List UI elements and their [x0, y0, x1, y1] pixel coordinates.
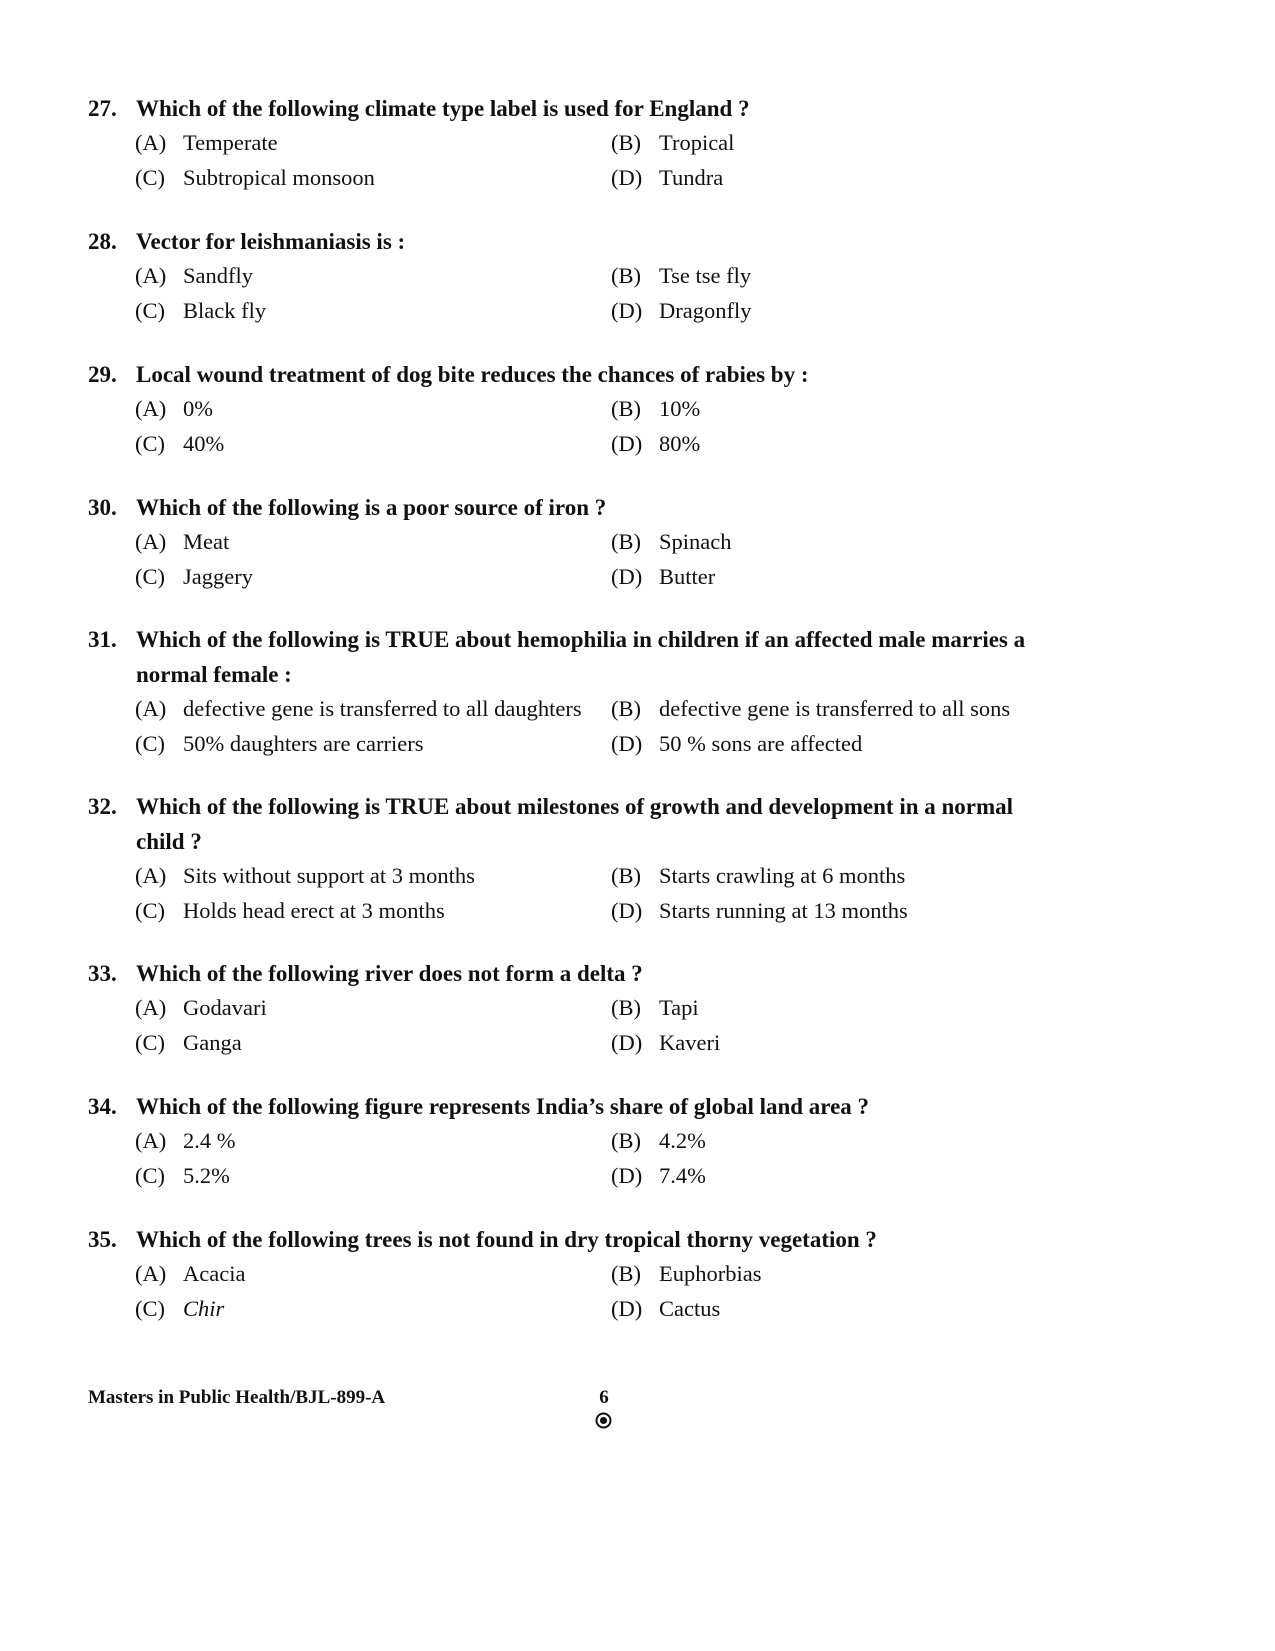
option-text: Tropical: [659, 130, 735, 155]
option-item: [611, 727, 1091, 762]
question-text: Local wound treatment of dog bite reduces the chances of rabies by :: [136, 362, 809, 387]
option-item: [611, 859, 1091, 894]
option-label: (B): [611, 130, 641, 155]
question-text: Which of the following trees is not found in dry tropical thorny vegetation ?: [136, 1227, 877, 1252]
option-text: Sits without support at 3 months: [183, 863, 475, 888]
question-text: Which of the following climate type label is used for England ?: [136, 96, 750, 121]
option-item: [611, 1159, 1091, 1194]
option-text: Cactus: [659, 1295, 721, 1321]
option-item: [135, 525, 611, 560]
option-item: [611, 525, 1091, 560]
question-number: 27.: [88, 96, 117, 121]
option-item: [611, 991, 1091, 1026]
option-text: 4.2%: [659, 1128, 706, 1153]
question-text: Which of the following is TRUE about hemophilia in children if an affected male marries a: [136, 627, 1026, 652]
option-text: Black fly: [183, 297, 267, 323]
question-item: [88, 789, 1098, 928]
option-text: 80%: [659, 430, 701, 456]
option-list: [135, 991, 1098, 1060]
question-number: 33.: [88, 961, 117, 986]
option-item: [135, 1124, 611, 1159]
option-row: [135, 525, 1098, 560]
option-row: [135, 692, 1098, 727]
option-list: [135, 259, 1098, 328]
option-text: 50% daughters are carriers: [183, 730, 424, 756]
option-list: [135, 1124, 1098, 1193]
option-text: Subtropical monsoon: [183, 164, 375, 190]
option-item: [611, 161, 1091, 196]
option-item: [135, 161, 611, 196]
page-number: 6: [599, 1387, 609, 1408]
question-item: [88, 956, 1098, 1060]
option-label: (A): [135, 696, 167, 721]
option-row: [135, 859, 1098, 894]
option-row: [135, 161, 1098, 196]
option-item: [135, 991, 611, 1026]
option-item: [611, 1026, 1091, 1061]
option-label: (B): [611, 1261, 641, 1286]
question-text: Vector for leishmaniasis is :: [136, 229, 406, 254]
option-list: [135, 525, 1098, 594]
option-text: Chir: [183, 1295, 225, 1321]
option-list: [135, 692, 1098, 761]
question-stem: [88, 1222, 1098, 1257]
question-number: 31.: [88, 627, 117, 652]
option-label: (A): [135, 1261, 167, 1286]
option-row: [135, 727, 1098, 762]
option-list: [135, 1257, 1098, 1326]
option-text: Euphorbias: [659, 1261, 762, 1286]
question-number: 32.: [88, 794, 117, 819]
option-item: [611, 294, 1091, 329]
option-text: Spinach: [659, 529, 732, 554]
option-label: (C): [135, 430, 165, 456]
question-text: normal female :: [136, 662, 292, 687]
option-item: [135, 692, 611, 727]
option-label: (B): [611, 396, 641, 421]
option-label: (C): [135, 1295, 165, 1321]
option-label: (A): [135, 1128, 167, 1153]
option-item: [611, 259, 1091, 294]
option-list: [135, 392, 1098, 461]
option-text: Kaveri: [659, 1029, 721, 1055]
option-item: [611, 692, 1091, 727]
option-text: defective gene is transferred to all daughters: [183, 696, 582, 721]
question-item: [88, 622, 1098, 761]
registration-mark-icon: [595, 1412, 612, 1429]
question-text: child ?: [136, 829, 202, 854]
question-text: Which of the following river does not form a delta ?: [136, 961, 643, 986]
question-item: [88, 490, 1098, 594]
question-number: 34.: [88, 1094, 117, 1119]
option-text: Tse tse fly: [659, 263, 752, 288]
option-row: [135, 392, 1098, 427]
option-row: [135, 1124, 1098, 1159]
option-text: Temperate: [183, 130, 278, 155]
option-label: (B): [611, 263, 641, 288]
option-label: (C): [135, 563, 165, 589]
question-stem: [88, 956, 1098, 991]
question-item: [88, 1089, 1098, 1193]
option-row: [135, 991, 1098, 1026]
option-item: [611, 1124, 1091, 1159]
option-text: 2.4 %: [183, 1128, 236, 1153]
option-text: Starts crawling at 6 months: [659, 863, 906, 888]
question-text: Which of the following figure represents India’s share of global land area ?: [136, 1094, 870, 1119]
option-row: [135, 1159, 1098, 1194]
option-item: [611, 560, 1091, 595]
option-item: [135, 126, 611, 161]
option-label: (A): [135, 863, 167, 888]
option-text: 7.4%: [659, 1162, 706, 1188]
option-item: [135, 859, 611, 894]
option-label: (A): [135, 396, 167, 421]
question-stem: [88, 490, 1098, 525]
option-text: 50 % sons are affected: [659, 730, 863, 756]
option-label: (D): [611, 1162, 643, 1188]
option-text: 40%: [183, 430, 225, 456]
option-label: (C): [135, 1029, 165, 1055]
option-item: [135, 1159, 611, 1194]
option-label: (B): [611, 696, 641, 721]
option-label: (C): [135, 730, 165, 756]
option-list: [135, 859, 1098, 928]
option-item: [135, 427, 611, 462]
question-text: Which of the following is a poor source of iron ?: [136, 495, 607, 520]
option-label: (D): [611, 897, 643, 923]
option-label: (B): [611, 863, 641, 888]
option-label: (D): [611, 730, 643, 756]
option-label: (C): [135, 1162, 165, 1188]
option-item: [135, 1026, 611, 1061]
option-row: [135, 560, 1098, 595]
option-row: [135, 294, 1098, 329]
question-stem: [88, 224, 1098, 259]
question-item: [88, 224, 1098, 328]
option-text: Tapi: [659, 995, 699, 1020]
option-label: (C): [135, 164, 165, 190]
question-text: Which of the following is TRUE about milestones of growth and development in a normal: [136, 794, 1014, 819]
option-label: (A): [135, 263, 167, 288]
option-item: [611, 1292, 1091, 1327]
question-stem: [88, 1089, 1098, 1124]
option-label: (B): [611, 995, 641, 1020]
question-item: [88, 91, 1098, 195]
question-item: [88, 1222, 1098, 1326]
question-number: 35.: [88, 1227, 117, 1252]
question-stem: [88, 789, 1098, 859]
option-text: Sandfly: [183, 263, 253, 288]
option-text: defective gene is transferred to all sons: [659, 696, 1011, 721]
option-text: Dragonfly: [659, 297, 752, 323]
option-item: [135, 392, 611, 427]
option-text: 10%: [659, 396, 701, 421]
question-number: 29.: [88, 362, 117, 387]
option-row: [135, 259, 1098, 294]
option-label: (A): [135, 995, 167, 1020]
question-stem: [88, 357, 1098, 392]
question-stem: [88, 622, 1098, 692]
option-item: [135, 1292, 611, 1327]
option-text: Jaggery: [183, 563, 253, 589]
option-item: [611, 894, 1091, 929]
option-label: (D): [611, 563, 643, 589]
option-row: [135, 1292, 1098, 1327]
option-text: Ganga: [183, 1029, 242, 1055]
option-item: [611, 427, 1091, 462]
option-label: (D): [611, 430, 643, 456]
option-item: [611, 392, 1091, 427]
option-row: [135, 894, 1098, 929]
option-text: 5.2%: [183, 1162, 230, 1188]
option-text: Godavari: [183, 995, 267, 1020]
option-label: (B): [611, 529, 641, 554]
option-item: [135, 727, 611, 762]
option-row: [135, 1257, 1098, 1292]
option-item: [135, 294, 611, 329]
option-item: [135, 1257, 611, 1292]
option-text: Holds head erect at 3 months: [183, 897, 445, 923]
option-text: 0%: [183, 396, 213, 421]
option-label: (B): [611, 1128, 641, 1153]
option-label: (C): [135, 897, 165, 923]
option-text: Acacia: [183, 1261, 246, 1286]
option-row: [135, 1026, 1098, 1061]
question-number: 30.: [88, 495, 117, 520]
option-row: [135, 126, 1098, 161]
option-label: (A): [135, 130, 167, 155]
option-row: [135, 427, 1098, 462]
question-item: [88, 357, 1098, 461]
option-label: (D): [611, 164, 643, 190]
option-text: Butter: [659, 563, 716, 589]
footer-course-code: Masters in Public Health/BJL-899-A: [88, 1387, 386, 1408]
option-label: (D): [611, 1295, 643, 1321]
option-label: (D): [611, 297, 643, 323]
option-label: (A): [135, 529, 167, 554]
option-item: [135, 560, 611, 595]
question-number: 28.: [88, 229, 117, 254]
option-text: Tundra: [659, 164, 724, 190]
option-text: Starts running at 13 months: [659, 897, 908, 923]
option-item: [135, 259, 611, 294]
option-item: [611, 126, 1091, 161]
option-list: [135, 126, 1098, 195]
option-text: Meat: [183, 529, 230, 554]
option-label: (C): [135, 297, 165, 323]
option-item: [611, 1257, 1091, 1292]
question-stem: [88, 91, 1098, 126]
option-item: [135, 894, 611, 929]
option-label: (D): [611, 1029, 643, 1055]
